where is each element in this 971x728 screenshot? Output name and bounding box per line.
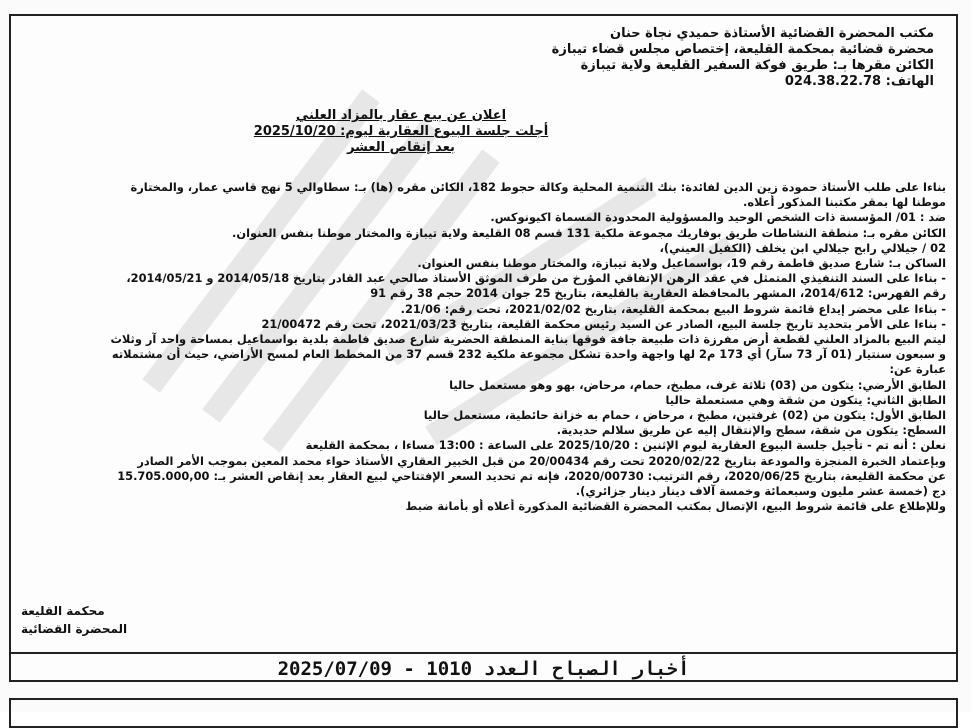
body-line: - بناءا على الأمر بتحديد تاريخ جلسة البيع، الصادر عن السيد رئيس محكمة القليعة، بتاريخ 2021/03/23، تحت رقم 21/00472 <box>261 316 946 331</box>
office-phone: الهاتف: 024.38.22.78 <box>784 74 934 89</box>
body-line: و سبعون سنتيار (01 آر 73 سآر) أي 173 م2 لها واجهة واحدة تشكل مجموعة ملكية 232 قسم 37 من المخطط العام لمسح الأراضي، حيث أن مشتملاته <box>111 347 946 362</box>
body-line: - بناءا على محضر إيداع قائمة شروط البيع بمحكمة القليعة، بتاريخ 2021/02/02، تحت رقم: 21/06. <box>400 301 946 316</box>
body-line: وبإعتماد الخبرة المنجزة والمودعة بتاريخ 2020/02/22 تحت رقم 20/00434 من قبل الخبير العقاري الأستاذ حواء محمد المعين بموجب الأمر الصادر <box>137 453 946 468</box>
body-line: الساكن بـ: شارع صديق فاطمة رقم 19، بواسماعيل ولاية تيبازة، والمختار موطنا بنفس العنوان. <box>417 256 946 271</box>
title-line-3: بعد إنقاص العشر <box>347 140 455 155</box>
office-jurisdiction: محضرة قضائية بمحكمة القليعة، إختصاص مجلس قضاء تيبازة <box>551 42 934 57</box>
title-line-1: اعلان عن بيع عقار بالمزاد العلني <box>295 108 507 123</box>
body-line: نعلن : أنه تم - تأجيل جلسة البيوع العقارية ليوم الإثنين : 2025/10/20 على الساعة : 13:00 مساءا ، بمحكمة القليعة <box>305 438 946 453</box>
signature-office: المحضرة القضائية <box>21 622 128 636</box>
notice-title <box>241 108 561 156</box>
title-line-2: أجلت جلسة البيوع العقارية ليوم: 2025/10/20 <box>253 124 549 139</box>
body-line: رقم الفهرس: 2014/612، المشهر بالمحافظة العقارية بالقليعة، بتاريخ 25 جوان 2014 حجم 38 رقم 91 <box>370 286 946 301</box>
body-line: السطح: يتكون من شقة، سطح والإنتقال إليه عن طريق سلالم حديدية. <box>556 423 946 438</box>
legal-notice <box>9 14 958 682</box>
next-notice-border <box>9 698 958 728</box>
body-line: الطابق الأرضي: يتكون من (03) ثلاثة غرف، مطبخ، حمام، مرحاض، بهو وهو مستعمل حاليا <box>449 377 946 392</box>
body-line: 02 / جيلالي رابح جيلالي ابن يخلف (الكفيل العيني)، <box>659 240 946 255</box>
office-name: مكتب المحضرة القضائية الأستاذة حميدي نجاة حنان <box>609 26 934 41</box>
body-line: الطابق الأول: يتكون من (02) غرفتين، مطبخ ، مرحاض ، حمام به خزانة حائطية، مستعمل حاليا <box>423 408 946 423</box>
body-line: بناءا على طلب الأستاذ حمودة زين الدين لفائدة: بنك التنمية المحلية وكالة حجوط 182، الكائن مقره (ها) بـ: سطاوالي 5 نهج قاسي عمار، والمختارة <box>130 180 946 194</box>
body-line: وللإطلاع على قائمة شروط البيع، الإتصال بمكتب المحضرة القضائية المذكورة أعلاه أو بأمانة ضبط <box>405 499 946 514</box>
body-line: دج (خمسة عشر مليون وسبعمائة وخمسة آلاف دينار دينار جزائري). <box>575 484 946 499</box>
body-line: الطابق الثاني: يتكون من شقة وهي مستعملة حاليا <box>665 392 946 407</box>
body-line: ليتم البيع بالمزاد العلني لقطعة أرض مفرزة ذات طبيعة جافة فوقها بناية المنطقة الحضرية شارع صديق فاطمة بلدية بواسماعيل بمساحة واحد آر وثلاث <box>110 332 946 347</box>
body-line: عن محكمة القليعة، بتاريخ 2020/06/25، رقم الترتيب: 2020/00730، فإنه تم تحديد السعر الإفتتاحي لبيع العقار بعد إنقاص العشر بـ: 15.705.000,00 <box>117 468 946 483</box>
signature-block <box>21 602 127 638</box>
publication-line: أخبار الصباح العدد 1010 - 2025/07/09 <box>277 658 690 680</box>
body-line: عبارة عن: <box>889 362 946 377</box>
body-line: الكائن مقره بـ: منطقة النشاطات طريق بوفاريك مجموعة ملكية 131 قسم 08 القليعة ولاية تيبازة والمختار موطنا بنفس العنوان. <box>232 225 946 240</box>
body-line: ضد : 01/ المؤسسة ذات الشخص الوحيد والمسؤولية المحدودة المسماة اكيونوكس. <box>490 210 946 225</box>
notice-body <box>21 180 946 514</box>
office-address: الكائن مقرها بـ: طريق فوكة السفير القليعة ولاية تيبازة <box>580 58 934 73</box>
body-line: موطنا لها بمقر مكتبنا المذكور أعلاه. <box>743 195 946 210</box>
notice-header <box>334 26 934 90</box>
signature-court: محكمة القليعة <box>21 604 105 618</box>
body-line: - بناءا على السند التنفيذي المتمثل في عقد الرهن الإتفاقي المؤرخ من طرف الموثق الأستاذ صالحي عبد القادر بتاريخ 2014/05/18 و 2014/05/21، <box>126 271 946 286</box>
divider <box>11 652 956 654</box>
